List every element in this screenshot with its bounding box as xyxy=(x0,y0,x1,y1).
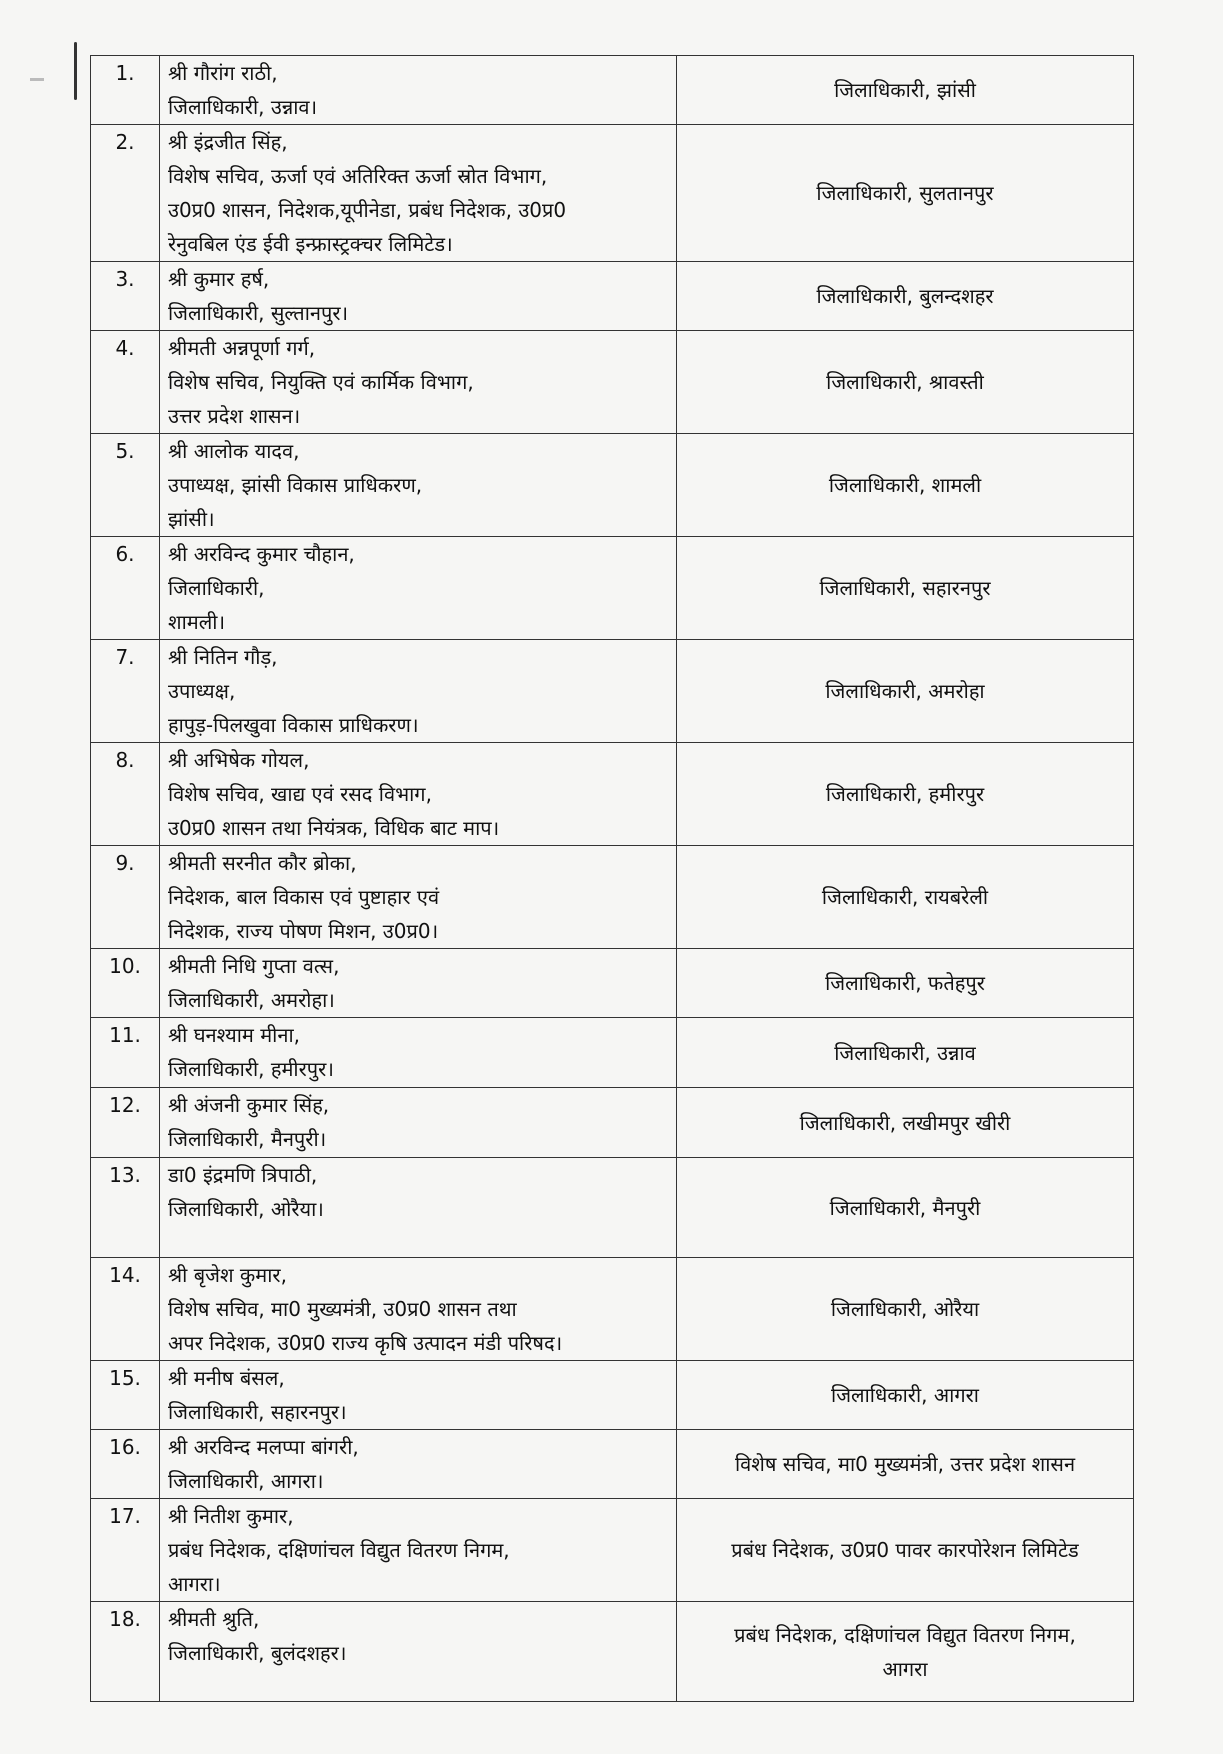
serial-number: 13. xyxy=(91,1158,160,1258)
serial-number: 11. xyxy=(91,1018,160,1088)
officer-line: श्री घनश्याम मीना, xyxy=(168,1023,300,1047)
serial-number: 4. xyxy=(91,331,160,434)
new-posting xyxy=(677,1602,1134,1702)
posting-line: जिलाधिकारी, आगरा xyxy=(831,1383,979,1407)
serial-number: 18. xyxy=(91,1602,160,1702)
officer-line: श्रीमती श्रुति, xyxy=(168,1607,260,1631)
officer-line: डा0 इंद्रमणि त्रिपाठी, xyxy=(168,1163,318,1187)
table-row xyxy=(91,949,1134,1018)
officer-line: श्री इंद्रजीत सिंह, xyxy=(168,130,288,154)
officer-line: जिलाधिकारी, आगरा। xyxy=(168,1469,324,1493)
table-row xyxy=(91,1430,1134,1499)
serial-number: 14. xyxy=(91,1258,160,1361)
officer-line: निदेशक, बाल विकास एवं पुष्टाहार एवं xyxy=(168,885,440,909)
serial-number: 3. xyxy=(91,262,160,331)
officer-details xyxy=(160,1158,677,1258)
serial-number: 2. xyxy=(91,125,160,262)
new-posting xyxy=(677,1499,1134,1602)
posting-line: जिलाधिकारी, अमरोहा xyxy=(825,679,985,703)
officer-line: झांसी। xyxy=(168,507,215,531)
table-row xyxy=(91,640,1134,743)
officer-line: श्री नितीश कुमार, xyxy=(168,1504,294,1528)
new-posting xyxy=(677,331,1134,434)
officer-details xyxy=(160,640,677,743)
transfer-table xyxy=(90,55,1134,1702)
officer-details xyxy=(160,331,677,434)
new-posting xyxy=(677,1018,1134,1088)
officer-details xyxy=(160,1602,677,1702)
officer-line: श्रीमती अन्नपूर्णा गर्ग, xyxy=(168,336,316,360)
margin-pen-mark xyxy=(74,42,77,100)
new-posting xyxy=(677,1158,1134,1258)
posting-line: जिलाधिकारी, ओरैया xyxy=(830,1297,980,1321)
table-row xyxy=(91,56,1134,125)
table-row xyxy=(91,1158,1134,1258)
posting-line: जिलाधिकारी, फतेहपुर xyxy=(825,971,985,995)
table-row xyxy=(91,743,1134,846)
new-posting xyxy=(677,640,1134,743)
scan-speck xyxy=(30,78,44,81)
officer-line: जिलाधिकारी, सहारनपुर। xyxy=(168,1400,347,1424)
posting-line: जिलाधिकारी, बुलन्दशहर xyxy=(816,284,994,308)
table-row xyxy=(91,262,1134,331)
posting-line: जिलाधिकारी, हमीरपुर xyxy=(825,782,985,806)
posting-line: जिलाधिकारी, मैनपुरी xyxy=(829,1195,981,1220)
serial-number: 16. xyxy=(91,1430,160,1499)
officer-details xyxy=(160,1018,677,1088)
officer-details xyxy=(160,846,677,949)
table-body xyxy=(91,56,1134,1702)
officer-line: श्री अभिषेक गोयल, xyxy=(168,748,310,772)
officer-line: जिलाधिकारी, सुल्तानपुर। xyxy=(168,301,349,325)
table-row xyxy=(91,434,1134,537)
table-row xyxy=(91,1361,1134,1430)
posting-line: विशेष सचिव, मा0 मुख्यमंत्री, उत्तर प्रदेश शासन xyxy=(734,1452,1076,1476)
officer-line: जिलाधिकारी, मैनपुरी। xyxy=(168,1127,327,1151)
officer-line: उ0प्र0 शासन, निदेशक,यूपीनेडा, प्रबंध निदेशक, उ0प्र0 xyxy=(168,198,567,222)
officer-line: विशेष सचिव, मा0 मुख्यमंत्री, उ0प्र0 शासन तथा xyxy=(168,1297,517,1321)
officer-line: श्री अरविन्द कुमार चौहान, xyxy=(168,542,355,566)
posting-line: आगरा xyxy=(882,1656,928,1681)
officer-line: जिलाधिकारी, उन्नाव। xyxy=(168,95,318,119)
posting-line: प्रबंध निदेशक, दक्षिणांचल विद्युत वितरण निगम, xyxy=(734,1622,1076,1647)
officer-line: हापुड़-पिलखुवा विकास प्राधिकरण। xyxy=(168,713,419,737)
new-posting xyxy=(677,949,1134,1018)
officer-line: उत्तर प्रदेश शासन। xyxy=(168,404,301,428)
new-posting xyxy=(677,434,1134,537)
officer-line: विशेष सचिव, ऊर्जा एवं अतिरिक्त ऊर्जा स्रोत विभाग, xyxy=(168,164,548,188)
new-posting xyxy=(677,1258,1134,1361)
posting-line: जिलाधिकारी, लखीमपुर खीरी xyxy=(799,1110,1011,1135)
officer-line: श्री आलोक यादव, xyxy=(168,439,300,463)
officer-line: जिलाधिकारी, हमीरपुर। xyxy=(168,1057,334,1081)
new-posting xyxy=(677,846,1134,949)
new-posting xyxy=(677,743,1134,846)
officer-line: श्री अंजनी कुमार सिंह, xyxy=(168,1093,330,1117)
officer-details xyxy=(160,434,677,537)
officer-line: विशेष सचिव, नियुक्ति एवं कार्मिक विभाग, xyxy=(168,370,474,394)
officer-line: श्री गौरांग राठी, xyxy=(168,61,278,85)
posting-line: जिलाधिकारी, रायबरेली xyxy=(821,885,989,909)
serial-number: 9. xyxy=(91,846,160,949)
table-row xyxy=(91,1258,1134,1361)
table-row xyxy=(91,331,1134,434)
officer-details xyxy=(160,1088,677,1158)
officer-line: श्री कुमार हर्ष, xyxy=(168,267,270,291)
officer-details xyxy=(160,262,677,331)
posting-line: जिलाधिकारी, श्रावस्ती xyxy=(826,370,984,394)
serial-number: 15. xyxy=(91,1361,160,1430)
officer-line: श्रीमती निधि गुप्ता वत्स, xyxy=(168,954,340,978)
serial-number: 7. xyxy=(91,640,160,743)
table-row xyxy=(91,1018,1134,1088)
officer-details xyxy=(160,56,677,125)
officer-details xyxy=(160,1258,677,1361)
officer-line: जिलाधिकारी, बुलंदशहर। xyxy=(168,1641,347,1665)
serial-number: 12. xyxy=(91,1088,160,1158)
posting-line: जिलाधिकारी, शामली xyxy=(828,473,982,497)
officer-line: उपाध्यक्ष, झांसी विकास प्राधिकरण, xyxy=(168,473,423,497)
new-posting xyxy=(677,125,1134,262)
officer-line: श्री बृजेश कुमार, xyxy=(168,1263,287,1287)
officer-line: निदेशक, राज्य पोषण मिशन, उ0प्र0। xyxy=(168,919,439,943)
officer-line: श्री मनीष बंसल, xyxy=(168,1366,285,1390)
officer-details xyxy=(160,1361,677,1430)
serial-number: 17. xyxy=(91,1499,160,1602)
new-posting xyxy=(677,1361,1134,1430)
table-row xyxy=(91,1499,1134,1602)
officer-details xyxy=(160,743,677,846)
new-posting xyxy=(677,1088,1134,1158)
new-posting xyxy=(677,1430,1134,1499)
officer-details xyxy=(160,1499,677,1602)
officer-line: उ0प्र0 शासन तथा नियंत्रक, विधिक बाट माप। xyxy=(168,816,500,840)
new-posting xyxy=(677,262,1134,331)
officer-line: जिलाधिकारी, xyxy=(168,576,265,600)
officer-line: शामली। xyxy=(168,610,226,634)
officer-line: रेनुवबिल एंड ईवी इन्फ्रास्ट्रक्चर लिमिटेड। xyxy=(168,232,453,256)
officer-details xyxy=(160,125,677,262)
serial-number: 1. xyxy=(91,56,160,125)
table-row xyxy=(91,537,1134,640)
officer-line: जिलाधिकारी, ओरैया। xyxy=(168,1197,324,1221)
new-posting xyxy=(677,537,1134,640)
posting-line: जिलाधिकारी, उन्नाव xyxy=(834,1040,976,1065)
posting-line: जिलाधिकारी, सुलतानपुर xyxy=(816,181,994,205)
serial-number: 10. xyxy=(91,949,160,1018)
posting-line: प्रबंध निदेशक, उ0प्र0 पावर कारपोरेशन लिमिटेड xyxy=(731,1538,1079,1562)
officer-line: जिलाधिकारी, अमरोहा। xyxy=(168,988,335,1012)
officer-line: श्री अरविन्द मलप्पा बांगरी, xyxy=(168,1435,359,1459)
serial-number: 8. xyxy=(91,743,160,846)
posting-line: जिलाधिकारी, सहारनपुर xyxy=(819,576,991,600)
posting-line: जिलाधिकारी, झांसी xyxy=(834,78,976,102)
officer-line: अपर निदेशक, उ0प्र0 राज्य कृषि उत्पादन मंडी परिषद। xyxy=(168,1331,563,1355)
new-posting xyxy=(677,56,1134,125)
serial-number: 5. xyxy=(91,434,160,537)
table-row xyxy=(91,1602,1134,1702)
officer-details xyxy=(160,1430,677,1499)
table-row xyxy=(91,1088,1134,1158)
officer-line: प्रबंध निदेशक, दक्षिणांचल विद्युत वितरण निगम, xyxy=(168,1538,510,1562)
table-row xyxy=(91,846,1134,949)
officer-line: उपाध्यक्ष, xyxy=(168,679,236,703)
table-row xyxy=(91,125,1134,262)
officer-line: श्रीमती सरनीत कौर ब्रोका, xyxy=(168,851,357,875)
officer-details xyxy=(160,949,677,1018)
officer-line: श्री नितिन गौड़, xyxy=(168,645,278,669)
officer-line: विशेष सचिव, खाद्य एवं रसद विभाग, xyxy=(168,782,432,806)
serial-number: 6. xyxy=(91,537,160,640)
officer-details xyxy=(160,537,677,640)
officer-line: आगरा। xyxy=(168,1572,221,1596)
